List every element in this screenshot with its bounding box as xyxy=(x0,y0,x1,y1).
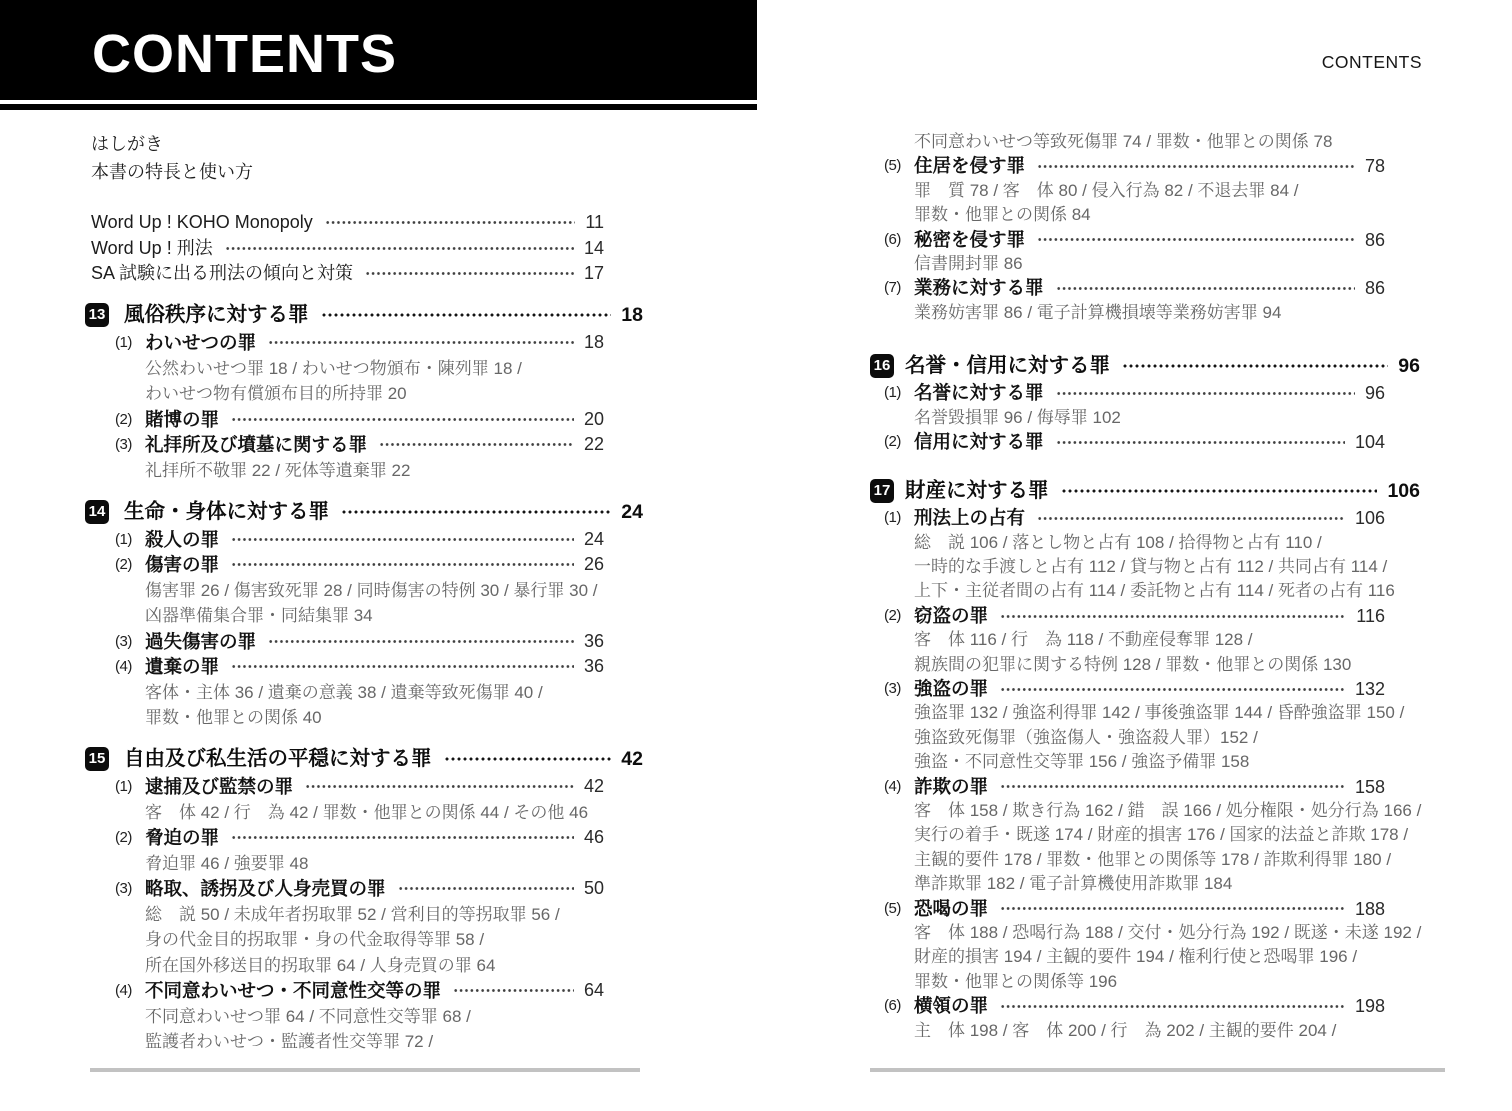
toc-subentry xyxy=(85,552,643,578)
page-number: 188 xyxy=(1354,898,1385,919)
subentry-title: 窃盗の罪 xyxy=(914,604,989,626)
subentry-title: 刑法上の占有 xyxy=(914,507,1026,529)
toc-detail-line: 信書開封罪 86 xyxy=(914,253,1023,273)
dot-leader xyxy=(453,989,574,992)
section-number-badge: 17 xyxy=(870,479,894,503)
entry-title: Word Up ! KOHO Monopoly xyxy=(91,212,313,232)
toc-entry xyxy=(85,261,643,287)
subentry-title: 秘密を侵す罪 xyxy=(914,228,1026,250)
subentry-number: (1) xyxy=(884,384,901,402)
subentry-number: (7) xyxy=(884,279,901,297)
dot-leader xyxy=(379,443,574,446)
toc-detail-line: 主 体 198 / 客 体 200 / 行 為 202 / 主観的要件 204 / xyxy=(914,1020,1337,1040)
subentry-number: (3) xyxy=(115,880,132,897)
toc-detail-line: 客 体 158 / 欺き行為 162 / 錯 誤 166 / 処分権限・処分行為 166 / xyxy=(914,800,1422,820)
toc-subentry xyxy=(85,978,643,1004)
subentry-number: (4) xyxy=(115,982,132,999)
section-title: 財産に対する罪 xyxy=(905,479,1049,503)
subentry-title: 不同意わいせつ・不同意性交等の罪 xyxy=(145,980,442,1001)
subentry-title: 強盗の罪 xyxy=(914,678,989,700)
page-number: 17 xyxy=(583,263,604,283)
dot-leader xyxy=(268,341,574,344)
toc-detail-line: 強盗罪 132 / 強盗利得罪 142 / 事後強盗罪 144 / 昏酔強盗罪 150 / xyxy=(914,703,1405,723)
toc-detail-line: 上下・主従者間の占有 114 / 委託物と占有 114 / 死者の占有 116 xyxy=(914,581,1395,601)
toc-detail-line: 所在国外移送目的拐取罪 64 / 人身売買の罪 64 xyxy=(145,955,496,975)
toc-detail-line: 強盗致死傷罪（強盗傷人・強盗殺人罪）152 / xyxy=(914,727,1258,747)
subentry-title: 賭博の罪 xyxy=(145,408,220,430)
toc-detail-line: わいせつ物有償頒布目的所持罪 20 xyxy=(145,384,407,403)
running-head: CONTENTS xyxy=(1321,52,1422,72)
dot-leader xyxy=(1000,688,1345,691)
dot-leader xyxy=(1000,1005,1345,1008)
toc-detail-line: 準詐欺罪 182 / 電子計算機使用詐欺罪 184 xyxy=(914,874,1233,894)
toc-subentry xyxy=(870,775,1420,799)
section-header-row xyxy=(85,744,643,774)
subentry-title: 業務に対する罪 xyxy=(914,277,1044,299)
subentry-number: (2) xyxy=(115,829,132,846)
contents-banner xyxy=(0,0,757,100)
toc-subentry xyxy=(870,228,1420,252)
subentry-number: (2) xyxy=(115,410,132,428)
dot-leader xyxy=(225,247,574,250)
dot-leader xyxy=(325,221,576,224)
section-number-badge: 14 xyxy=(85,500,109,524)
page-number: 42 xyxy=(621,748,643,770)
dot-leader xyxy=(231,563,574,566)
toc-subentry xyxy=(85,527,643,553)
subentry-title: 横領の罪 xyxy=(914,995,989,1017)
dot-leader xyxy=(341,510,611,514)
toc-section xyxy=(85,744,643,1055)
page-number: 106 xyxy=(1354,508,1385,529)
toc-section xyxy=(85,300,643,483)
dot-leader xyxy=(231,665,574,668)
dot-leader xyxy=(305,785,574,788)
toc-detail-line: 傷害罪 26 / 傷害致死罪 28 / 同時傷害の特例 30 / 暴行罪 30 / xyxy=(145,580,598,600)
toc-section xyxy=(870,351,1420,454)
page-number: 158 xyxy=(1354,776,1385,797)
subentry-title: 脅迫の罪 xyxy=(145,827,220,848)
page-number: 14 xyxy=(583,237,604,258)
preface-line: 本書の特長と使い方 xyxy=(91,162,253,182)
page-number: 96 xyxy=(1398,355,1420,378)
toc-detail-line: 財産的損害 194 / 主観的要件 194 / 権利行使と恐喝罪 196 / xyxy=(914,947,1358,967)
dot-leader xyxy=(231,418,574,421)
page-number: 104 xyxy=(1354,431,1385,452)
preface-line: はしがき xyxy=(91,134,163,154)
page-number: 26 xyxy=(583,554,604,574)
subentry-title: 過失傷害の罪 xyxy=(145,630,257,652)
subentry-title: 恐喝の罪 xyxy=(914,897,989,919)
toc-section xyxy=(870,476,1420,1043)
page-number: 18 xyxy=(621,304,643,326)
page-number: 78 xyxy=(1364,156,1385,177)
page-number: 36 xyxy=(583,656,604,676)
toc-entry xyxy=(85,236,643,262)
page-number: 36 xyxy=(583,630,604,651)
subentry-number: (4) xyxy=(115,658,132,675)
section-title: 名誉・信用に対する罪 xyxy=(905,354,1110,378)
toc-detail-line: 客 体 42 / 行 為 42 / 罪数・他罪との関係 44 / その他 46 xyxy=(145,802,589,822)
right-page-footer-rule xyxy=(870,1068,1445,1072)
section-number-badge: 16 xyxy=(870,354,894,378)
toc-subentry xyxy=(870,604,1420,628)
toc-detail-line: 総 説 50 / 未成年者拐取罪 52 / 営利目的等拐取罪 56 / xyxy=(145,904,560,924)
section-number-badge: 15 xyxy=(85,747,109,771)
dot-leader xyxy=(1037,517,1345,520)
section-title: 生命・身体に対する罪 xyxy=(124,499,329,523)
toc-subentry xyxy=(85,330,643,356)
toc-subentry xyxy=(85,432,643,458)
page-number: 11 xyxy=(585,212,604,232)
subentry-title: 逮捕及び監禁の罪 xyxy=(145,776,294,797)
subentry-number: (1) xyxy=(115,530,132,548)
page-number: 24 xyxy=(621,500,643,523)
toc-detail-line: 罪数・他罪との関係 40 xyxy=(145,708,322,727)
page-number: 86 xyxy=(1364,278,1385,299)
page-number: 64 xyxy=(583,980,604,1000)
dot-leader xyxy=(398,887,574,890)
subentry-number: (1) xyxy=(115,778,132,795)
subentry-title: 略取、誘拐及び人身売買の罪 xyxy=(145,878,386,899)
page-number: 96 xyxy=(1364,383,1385,404)
toc-subentry xyxy=(85,774,643,800)
dot-leader xyxy=(1056,287,1355,290)
subentry-number: (1) xyxy=(115,334,132,351)
toc-entry xyxy=(85,210,643,236)
toc-detail-line: 罪数・他罪との関係 84 xyxy=(914,205,1091,225)
page-number: 20 xyxy=(583,408,604,429)
toc-detail-line: 罪数・他罪との関係等 196 xyxy=(914,971,1118,991)
dot-leader xyxy=(231,836,574,839)
toc-detail-line: 不同意わいせつ罪 64 / 不同意性交等罪 68 / xyxy=(145,1006,471,1026)
toc-subentry xyxy=(870,276,1420,300)
entry-title: Word Up ! 刑法 xyxy=(91,237,213,258)
subentry-number: (2) xyxy=(115,556,132,573)
page-number: 86 xyxy=(1364,229,1385,250)
subentry-number: (2) xyxy=(884,606,901,624)
toc-subentry xyxy=(870,381,1420,405)
dot-leader xyxy=(1037,238,1355,241)
toc-subentry xyxy=(85,876,643,902)
subentry-number: (5) xyxy=(884,899,901,917)
toc-subentry xyxy=(870,154,1420,178)
subentry-number: (3) xyxy=(115,632,132,650)
subentry-number: (2) xyxy=(884,432,901,450)
dot-leader xyxy=(268,640,574,643)
page-number: 24 xyxy=(583,528,604,549)
subentry-title: 傷害の罪 xyxy=(145,554,220,575)
left-page-footer-rule xyxy=(90,1068,640,1072)
toc-detail-line: 名誉毀損罪 96 / 侮辱罪 102 xyxy=(914,407,1121,427)
toc-detail-line: 脅迫罪 46 / 強要罪 48 xyxy=(145,853,309,873)
subentry-title: 名誉に対する罪 xyxy=(914,382,1044,404)
subentry-number: (3) xyxy=(115,436,132,453)
banner-underline xyxy=(0,104,757,110)
page-number: 22 xyxy=(583,434,604,454)
toc-detail-line: 礼拝所不敬罪 22 / 死体等遺棄罪 22 xyxy=(145,460,411,480)
subentry-title: わいせつの罪 xyxy=(145,332,257,353)
dot-leader xyxy=(1000,907,1345,910)
section-header-row xyxy=(870,476,1420,506)
dot-leader xyxy=(1037,165,1355,168)
page-number: 42 xyxy=(583,776,604,796)
toc-detail-line: 総 説 106 / 落とし物と占有 108 / 拾得物と占有 110 / xyxy=(914,532,1322,552)
section-header-row xyxy=(85,497,643,527)
dot-leader xyxy=(1000,785,1345,788)
page-number: 106 xyxy=(1387,480,1420,503)
toc-subentry xyxy=(870,677,1420,701)
toc-detail-line: 強盗・不同意性交等罪 156 / 強盗予備罪 158 xyxy=(914,752,1250,772)
dot-leader xyxy=(1056,392,1355,395)
page-number: 46 xyxy=(583,827,604,847)
dot-leader xyxy=(231,538,574,541)
section-title: 風俗秩序に対する罪 xyxy=(124,303,309,326)
dot-leader xyxy=(365,272,574,275)
toc-detail-line: 凶器準備集合罪・同結集罪 34 xyxy=(145,606,373,625)
subentry-title: 礼拝所及び墳墓に関する罪 xyxy=(145,434,368,455)
entry-title: SA 試験に出る刑法の傾向と対策 xyxy=(91,263,354,283)
section-header-row xyxy=(85,300,643,330)
dot-leader xyxy=(1061,489,1378,493)
toc-detail-line: 監護者わいせつ・監護者性交等罪 72 / xyxy=(145,1032,434,1051)
subentry-title: 信用に対する罪 xyxy=(914,430,1044,452)
subentry-title: 遺棄の罪 xyxy=(145,656,220,677)
toc-detail-line: 一時的な手渡しと占有 112 / 貸与物と占有 112 / 共同占有 114 / xyxy=(914,557,1388,577)
toc-subentry xyxy=(85,825,643,851)
subentry-title: 詐欺の罪 xyxy=(914,775,989,797)
toc-detail-line: 罪 質 78 / 客 体 80 / 侵入行為 82 / 不退去罪 84 / xyxy=(914,180,1299,200)
toc-detail-line: 不同意わいせつ等致死傷罪 74 / 罪数・他罪との関係 78 xyxy=(914,132,1333,151)
left-page-body xyxy=(85,130,643,1055)
dot-leader xyxy=(444,757,612,761)
page-number: 198 xyxy=(1354,996,1385,1017)
toc-detail-line: 身の代金目的拐取罪・身の代金取得等罪 58 / xyxy=(145,930,485,949)
dot-leader xyxy=(1056,441,1345,444)
section-header-row xyxy=(870,351,1420,381)
toc-subentry xyxy=(870,430,1420,454)
dot-leader xyxy=(1000,615,1346,618)
page-number: 116 xyxy=(1356,605,1385,626)
toc-detail-line: 実行の着手・既遂 174 / 財産的損害 176 / 国家的法益と詐欺 178 / xyxy=(914,825,1409,845)
right-page-body xyxy=(870,130,1420,1043)
toc-subentry xyxy=(870,506,1420,530)
subentry-number: (6) xyxy=(884,997,901,1015)
toc-detail-line: 公然わいせつ罪 18 / わいせつ物頒布・陳列罪 18 / xyxy=(145,358,522,378)
subentry-number: (1) xyxy=(884,509,901,527)
subentry-title: 住居を侵す罪 xyxy=(914,155,1026,177)
toc-subentry xyxy=(85,407,643,433)
toc-detail-line: 客 体 116 / 行 為 118 / 不動産侵奪罪 128 / xyxy=(914,630,1253,650)
toc-detail-line: 業務妨害罪 86 / 電子計算機損壊等業務妨害罪 94 xyxy=(914,302,1282,322)
page-number: 132 xyxy=(1354,679,1385,700)
toc-section xyxy=(85,497,643,731)
subentry-title: 殺人の罪 xyxy=(145,528,220,550)
toc-subentry xyxy=(85,654,643,680)
toc-detail-line: 親族間の犯罪に関する特例 128 / 罪数・他罪との関係 130 xyxy=(914,654,1352,674)
page-number: 18 xyxy=(583,332,604,352)
subentry-number: (6) xyxy=(884,230,901,248)
toc-detail-line: 客 体 188 / 恐喝行為 188 / 交付・処分行為 192 / 既遂・未遂 192 / xyxy=(914,922,1422,942)
spacer xyxy=(85,186,643,210)
toc-detail-line: 主観的要件 178 / 罪数・他罪との関係等 178 / 詐欺利得罪 180 / xyxy=(914,849,1392,869)
dot-leader xyxy=(1122,364,1388,368)
page-title: CONTENTS xyxy=(92,24,397,84)
section-title: 自由及び私生活の平穏に対する罪 xyxy=(124,747,432,770)
dot-leader xyxy=(321,313,612,317)
toc-subentry xyxy=(870,994,1420,1018)
toc-detail-line: 客体・主体 36 / 遺棄の意義 38 / 遺棄等致死傷罪 40 / xyxy=(145,682,543,702)
toc-subentry xyxy=(870,897,1420,921)
toc-subentry xyxy=(85,629,643,655)
page-number: 50 xyxy=(583,878,604,898)
subentry-number: (3) xyxy=(884,680,901,698)
section-number-badge: 13 xyxy=(85,303,109,327)
subentry-number: (5) xyxy=(884,157,901,175)
subentry-number: (4) xyxy=(884,777,901,795)
